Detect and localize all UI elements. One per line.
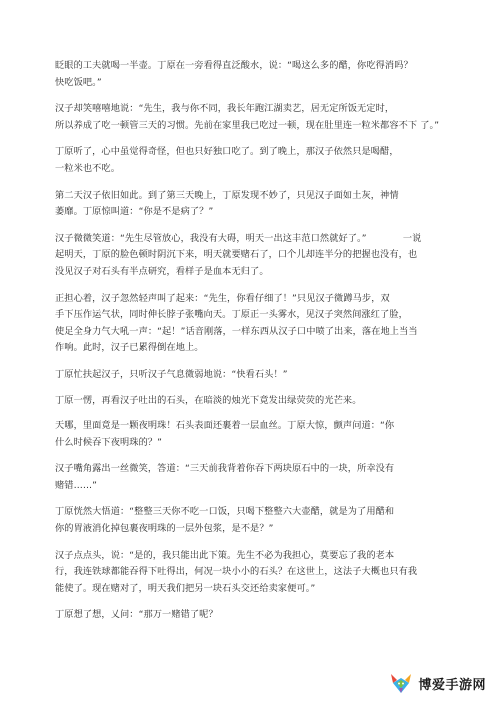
- paragraph-2: 汉子却笑嘻嘻地说：“先生，我与你不同，我长年跑江湖卖艺，居无定所饭无定时， 所以养成了吃一顿管三天的习惯。先前在家里我已吃过一顿，现在肚里连一粒米都容不下 了。”: [55, 103, 440, 131]
- paragraph-3: 丁原听了，心中虽觉得奇怪，但也只好独口吃了。到了晚上，那汉子依然只是喝醋， 一粒米也不吃。: [55, 146, 399, 174]
- paragraph-9: 天哪，里面竟是一颗夜明珠！石头表面还裹着一层血丝。丁原大惊，颤声问道：“你 什么时候吞下夜明珠的？”: [55, 420, 395, 448]
- paragraph-11: 丁原恍然大悟道：“整整三天你不吃一口饭，只喝下整整六大壶醋，就是为了用醋和 你的胃液消化掉包裹夜明珠的一层外包浆，是不是？”: [55, 506, 395, 535]
- paragraph-4: 第二天汉子依旧如此。到了第三天晚上，丁原发现不妙了，只见汉子面如土灰，神情 萎靡。丁原惊叫道：“你是不是病了？”: [55, 189, 399, 218]
- logo-text: 博爱手游网: [418, 677, 486, 693]
- article-body: [55, 58, 450, 634]
- paragraph-12: 汉子点点头，说：“是的，我只能出此下策。先生不必为我担心，莫要忘了我的老本 行，我连铁球都能吞得下吐得出，何况一块小小的石头？在这世上，这法子大概也只有我 能使了。现在赌对了，明天我们把另一块石头交还给卖家便可。”: [55, 549, 418, 594]
- site-logo[interactable]: [388, 669, 486, 697]
- paragraph-5: 汉子微微笑道：“先生尽管放心，我没有大碍，明天一出这丰范口然就好了。” 一说 起明天，丁原的脸色顿时阴沉下来，明天就要赌石了，口个儿却连半分的把握也没有，也 没见汉子对石头有半点研究，看样子是血本无归了。: [55, 232, 422, 277]
- colorful-fox-logo-icon: [388, 670, 414, 696]
- paragraph-1: 眨眼的工夫就喝一半壶。丁原在一旁看得直泛酸水，说：“喝这么多的醋，你吃得消吗？ 快吃饭吧。”: [55, 60, 413, 88]
- paragraph-10: 汉子嘴角露出一丝微笑，答道：“三天前我背着你吞下两块原石中的一块，所幸没有 赌错……”: [55, 463, 395, 491]
- paragraph-6: 正担心着，汉子忽然轻声叫了起来：“先生，你看仔细了！”只见汉子微蹲马步，双 手下压作运气状，同时伸长脖子张嘴向天。丁原正一头雾水，见汉子突然间涨红了脸， 使足全身力气大吼一声：“起！”话音刚落，一样东西从汉子口中喷了出来，落在地上当当 作响。此时，汉子已累得倒在地上。: [55, 292, 418, 354]
- paragraph-7: 丁原忙扶起汉子，只听汉子气息微弱地说：“快看石头！”: [55, 368, 288, 380]
- paragraph-13: 丁原想了想，乂问：“那万一赌错了呢？: [55, 609, 218, 621]
- paragraph-8: 丁原一愣，再看汉子吐出的石头，在暗淡的烛光下竟发出绿荧荧的光芒来。: [55, 394, 362, 406]
